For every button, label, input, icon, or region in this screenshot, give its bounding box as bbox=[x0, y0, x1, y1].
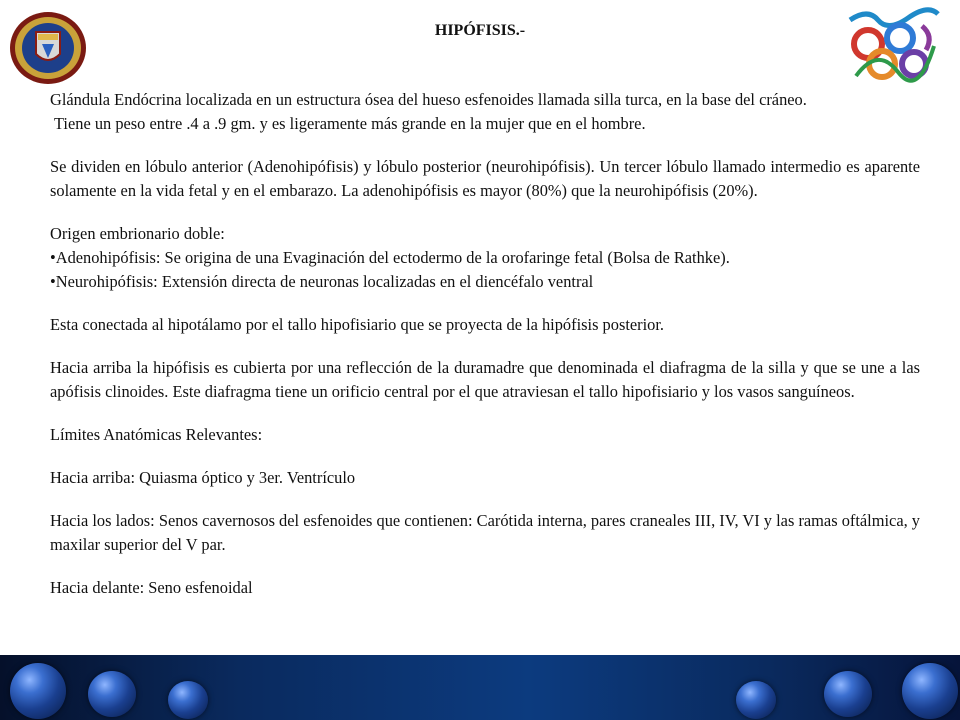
sphere-decoration bbox=[168, 681, 208, 719]
paragraph-weight: Tiene un peso entre .4 a .9 gm. y es ligeramente más grande en la mujer que en el hombre. bbox=[54, 114, 646, 133]
paragraph-limits-heading: Límites Anatómicas Relevantes: bbox=[50, 425, 263, 444]
caduceus-art-logo-icon bbox=[838, 6, 948, 86]
sphere-decoration bbox=[88, 671, 136, 717]
sphere-decoration bbox=[902, 663, 958, 719]
paragraph-limit-front: Hacia delante: Seno esfenoidal bbox=[50, 578, 253, 597]
paragraph-connection: Esta conectada al hipotálamo por el tallo hipofisiario que se proyecta de la hipófisis posterior. bbox=[50, 315, 665, 334]
page-title: HIPÓFISIS.- bbox=[434, 22, 526, 39]
sphere-decoration bbox=[10, 663, 66, 719]
paragraph-limit-sides: Hacia los lados: Senos cavernosos del esfenoides que contienen: Carótida interna, pares craneales III, IV, VI y las ramas oftálmica, y maxilar superior del V par. bbox=[50, 511, 920, 554]
bullet-adenohipofisis: •Adenohipófisis: Se origina de una Evaginación del ectodermo de la orofaringe fetal (Bolsa de Rathke). bbox=[50, 248, 730, 267]
paragraph-diaphragm: Hacia arriba la hipófisis es cubierta por una reflección de la duramadre que denominada el diafragma de la silla y que se une a las apófisis clinoides. Este diafragma tiene un orificio central por el que atraviesan el tallo hipofisiario y los vasos sanguíneos. bbox=[50, 358, 920, 401]
footer-banner bbox=[0, 655, 960, 720]
sphere-decoration bbox=[736, 681, 776, 719]
bullet-neurohipofisis: •Neurohipófisis: Extensión directa de neuronas localizadas en el diencéfalo ventral bbox=[50, 272, 594, 291]
university-seal-icon bbox=[8, 10, 88, 86]
paragraph-lobes: Se dividen en lóbulo anterior (Adenohipófisis) y lóbulo posterior (neurohipófisis). Un tercer lóbulo llamado intermedio es aparente solamente en la vida fetal y en el embarazo. La adenohipófisis es mayor (80%) que la neurohipófisis (20%). bbox=[50, 157, 920, 200]
document-body bbox=[50, 88, 920, 600]
paragraph-origin-heading: Origen embrionario doble: bbox=[50, 224, 225, 243]
paragraph-definition: Glándula Endócrina localizada en un estructura ósea del hueso esfenoides llamada silla turca, en la base del cráneo. bbox=[50, 90, 807, 109]
paragraph-limit-up: Hacia arriba: Quiasma óptico y 3er. Ventrículo bbox=[50, 468, 356, 487]
sphere-decoration bbox=[824, 671, 872, 717]
